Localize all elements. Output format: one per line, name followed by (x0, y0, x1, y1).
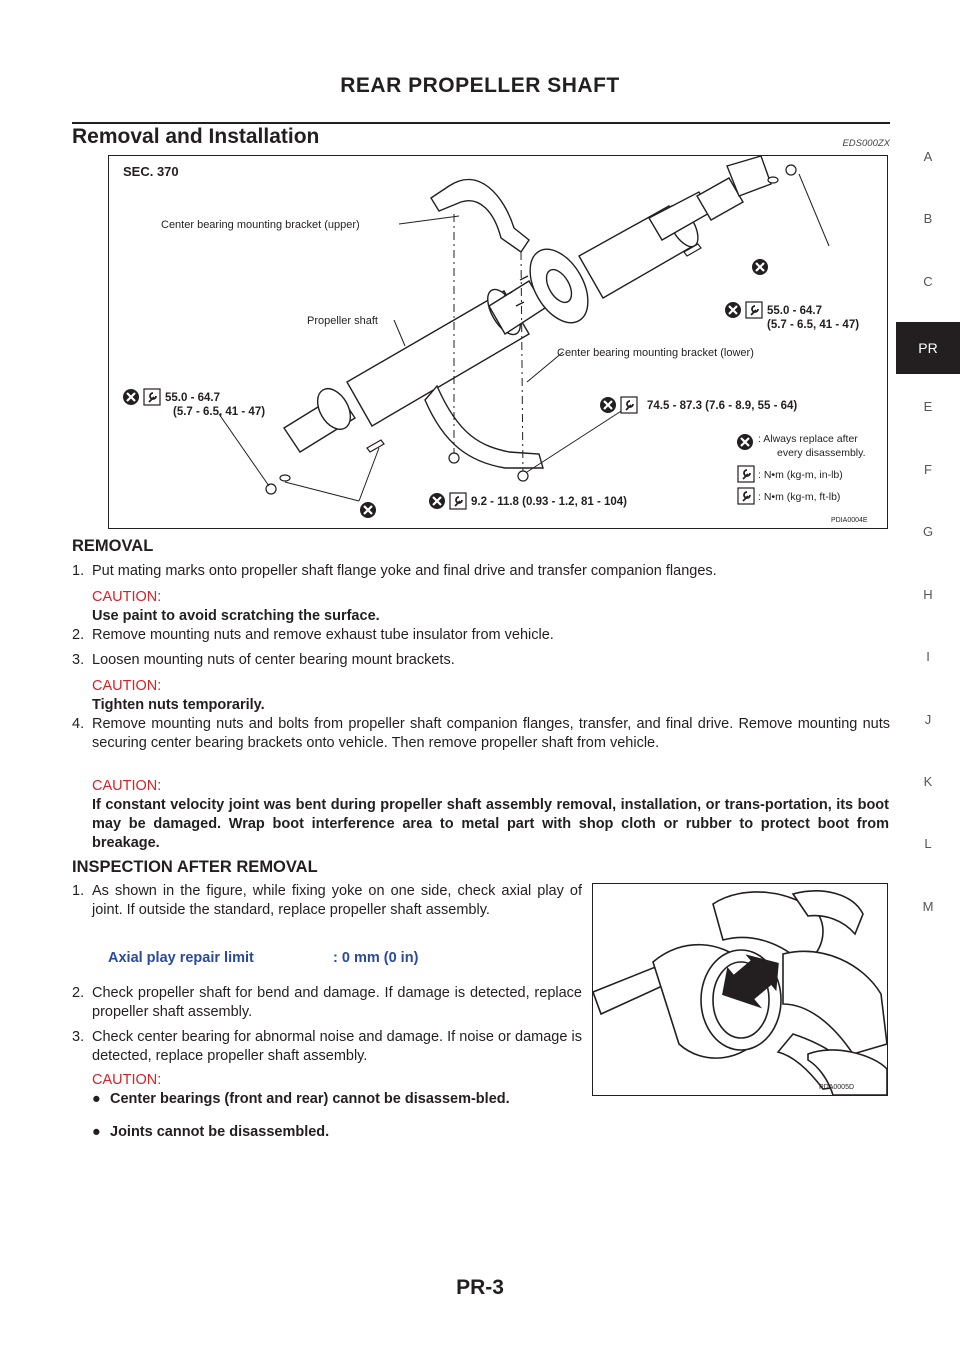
section-code: EDS000ZX (842, 138, 890, 149)
side-index-a[interactable]: A (923, 149, 933, 164)
axial-play-label: Axial play repair limit (108, 950, 254, 966)
inspection-step-3: 3. Check center bearing for abnormal noise and damage. If noise or damage is detected, replace propeller shaft assembly. (72, 1029, 582, 1064)
caution-label: CAUTION: (92, 589, 162, 605)
removal-heading: REMOVAL (72, 537, 154, 555)
always-replace-icon (725, 302, 741, 318)
inspection-step-1: 1. As shown in the figure, while fixing yoke on one side, check axial play of joint. If outside the standard, replace propeller shaft assembly. (72, 883, 582, 918)
section-number-label: SEC. 370 (123, 164, 179, 179)
axial-play-check-figure (592, 883, 888, 1096)
legend-replace-text-2: every disassembly. (777, 447, 866, 459)
label-bracket-upper: Center bearing mounting bracket (upper) (161, 219, 360, 231)
section-title: Removal and Installation (72, 125, 320, 148)
figure-code: PDA0005D (819, 1084, 855, 1091)
legend-replace-icon (737, 434, 753, 450)
bullet-icon: ● (92, 1091, 101, 1107)
always-replace-icon (600, 397, 616, 413)
inspection-heading: INSPECTION AFTER REMOVAL (72, 858, 318, 876)
always-replace-icon (429, 493, 445, 509)
legend-ft-lb-icon (738, 488, 754, 504)
exploded-view-drawing (109, 156, 887, 528)
removal-step-1: 1. Put mating marks onto propeller shaft flange yoke and final drive and transfer companion flanges. (72, 563, 717, 579)
torque-right-range: (5.7 - 6.5, 41 - 47) (767, 319, 860, 331)
side-index-i[interactable]: I (926, 649, 930, 664)
propeller-shaft-exploded-figure (108, 155, 888, 529)
legend-in-lb-text: : N•m (kg-m, in-lb) (758, 469, 843, 481)
side-index-b[interactable]: B (923, 211, 933, 226)
side-index-l[interactable]: L (924, 836, 932, 851)
caution-label: CAUTION: (92, 778, 162, 794)
caution-label: CAUTION: (92, 678, 162, 694)
header-rule (72, 122, 890, 124)
torque-left-range: (5.7 - 6.5, 41 - 47) (173, 406, 266, 418)
torque-bottom-value: 9.2 - 11.8 (0.93 - 1.2, 81 - 104) (471, 496, 627, 508)
removal-step-4: 4. Remove mounting nuts and bolts from propeller shaft companion flanges, transfer, and final drive. Remove mounting nuts securing center bearing brackets onto vehicle. Then remove propeller shaft from vehicle. (72, 716, 890, 751)
always-replace-icon (123, 389, 139, 405)
axial-play-value: : 0 mm (0 in) (333, 950, 419, 966)
caution-text: Tighten nuts temporarily. (92, 697, 265, 713)
side-index-g[interactable]: G (922, 524, 934, 539)
side-index-m[interactable]: M (922, 899, 934, 914)
side-index-j[interactable]: J (924, 712, 932, 727)
torque-ft-lb-icon (746, 302, 762, 318)
bullet-icon: ● (92, 1124, 101, 1140)
legend-ft-lb-text: : N•m (kg-m, ft-lb) (758, 491, 841, 503)
caution-text: Use paint to avoid scratching the surface. (92, 608, 380, 624)
label-bracket-lower: Center bearing mounting bracket (lower) (557, 347, 754, 359)
always-replace-icon (752, 259, 768, 275)
caution-text: If constant velocity joint was bent during propeller shaft assembly removal, installation, or trans-portation, its boot may be damaged. Wrap boot interference area to metal part with shop cloth or rubber to protect boot from breakage. (92, 797, 889, 851)
legend-in-lb-icon (738, 466, 754, 482)
side-index-e[interactable]: E (923, 399, 933, 414)
legend-replace-text: : Always replace after (758, 433, 858, 445)
side-index (896, 0, 960, 1358)
side-index-k[interactable]: K (923, 774, 933, 789)
torque-mid-value: 74.5 - 87.3 (7.6 - 8.9, 55 - 64) (647, 400, 798, 412)
removal-step-3: 3. Loosen mounting nuts of center bearing mount brackets. (72, 652, 455, 668)
page-header-title: REAR PROPELLER SHAFT (340, 74, 620, 97)
caution-label: CAUTION: (92, 1072, 162, 1088)
page-number: PR-3 (456, 1276, 504, 1299)
torque-in-lb-icon (450, 493, 466, 509)
inspection-step-2: 2. Check propeller shaft for bend and damage. If damage is detected, replace propeller shaft assembly. (72, 985, 582, 1020)
side-index-c[interactable]: C (923, 274, 933, 289)
side-index-f[interactable]: F (924, 462, 932, 477)
figure-code: PDIA0004E (831, 517, 868, 524)
torque-ft-lb-icon (144, 389, 160, 405)
axial-play-drawing (593, 884, 887, 1095)
torque-right-value: 55.0 - 64.7 (767, 305, 822, 317)
side-index-h[interactable]: H (923, 587, 933, 602)
always-replace-icon (360, 502, 376, 518)
caution-bullet-2: ● Joints cannot be disassembled. (92, 1124, 330, 1140)
label-propeller-shaft: Propeller shaft (307, 315, 378, 327)
torque-ft-lb-icon (621, 397, 637, 413)
removal-step-2: 2. Remove mounting nuts and remove exhaust tube insulator from vehicle. (72, 627, 554, 643)
torque-left-value: 55.0 - 64.7 (165, 392, 220, 404)
caution-bullet-1: ● Center bearings (front and rear) cannot be disassem-bled. (92, 1091, 510, 1107)
side-index-pr-active[interactable]: PR (896, 322, 960, 374)
